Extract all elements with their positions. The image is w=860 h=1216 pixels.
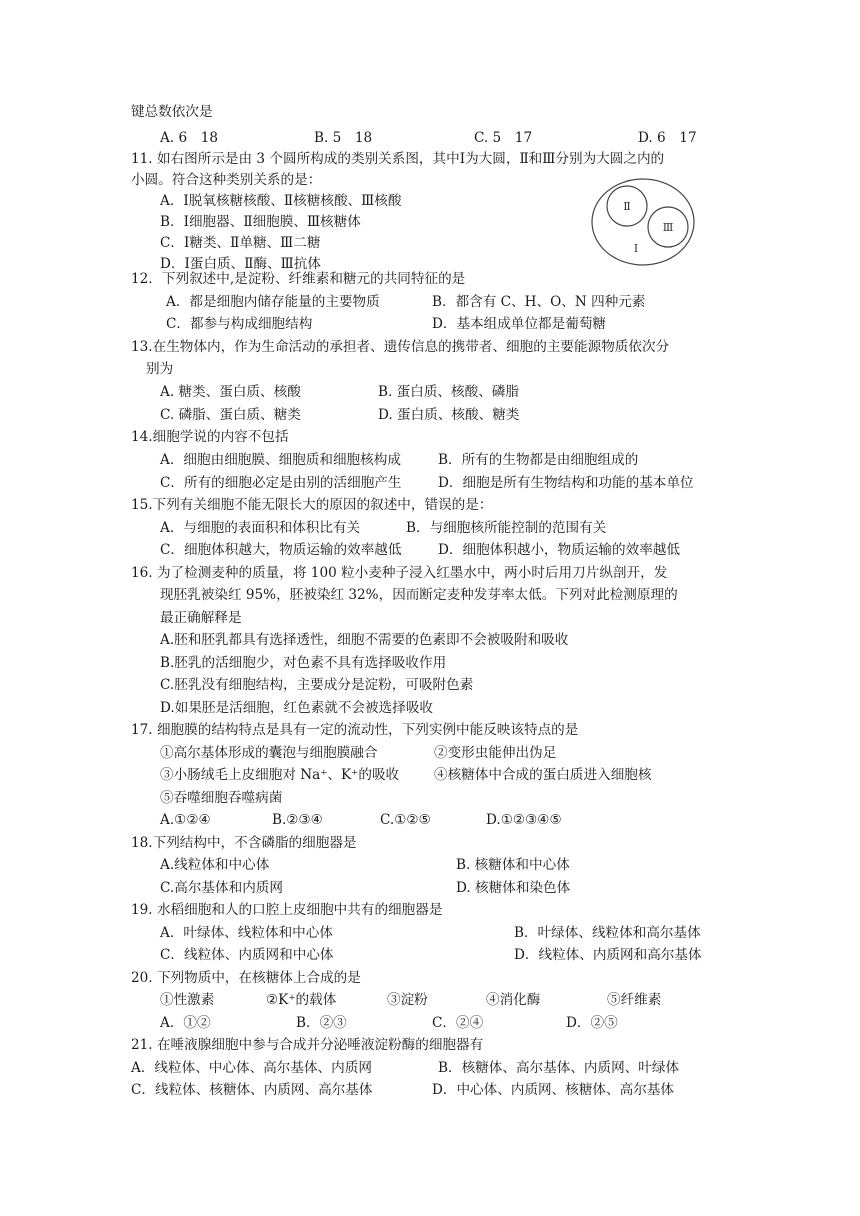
q21-option-a: A．线粒体、中心体、高尔基体、内质网 (131, 1060, 372, 1076)
label-iii: Ⅲ (662, 221, 674, 234)
q10-option-b: B. 5 18 (314, 130, 373, 146)
q18-option-b: B. 核糖体和中心体 (456, 857, 570, 873)
q11-option-b: B．Ⅰ细胞器、Ⅱ细胞膜、Ⅲ核糖体 (160, 214, 361, 230)
q15-stem: 15.下列有关细胞不能无限长大的原因的叙述中，错误的是： (131, 497, 493, 513)
q12-option-d: D．基本组成单位都是葡萄糖 (432, 316, 607, 332)
q19-stem: 19. 水稻细胞和人的口腔上皮细胞中共有的细胞器是 (131, 902, 443, 918)
q10-option-a: A. 6 18 (160, 130, 218, 146)
q16-option-c: C.胚乳没有细胞结构，主要成分是淀粉，可吸附色素 (160, 677, 474, 693)
q17-item-3: ③小肠绒毛上皮细胞对 Na⁺、K⁺的吸收 (160, 767, 400, 783)
q13-option-a: A. 糖类、蛋白质、核酸 (160, 384, 301, 400)
q17-option-a: A.①②④ (160, 812, 211, 828)
q13-stem-continued: 别为 (146, 361, 174, 377)
q14-option-d: D．细胞是所有生物结构和功能的基本单位 (438, 475, 694, 491)
q11-option-c: C．Ⅰ糖类、Ⅱ单糖、Ⅲ二糖 (160, 235, 321, 251)
label-i: Ⅰ (633, 242, 639, 255)
q17-option-d: D.①②③④⑤ (486, 812, 562, 828)
q10-stem-continued: 键总数依次是 (131, 104, 213, 120)
q19-option-b: B．叶绿体、线粒体和高尔基体 (514, 925, 701, 941)
q20-item-5: ⑤纤维素 (607, 992, 662, 1008)
q16-stem: 16. 为了检测麦种的质量，将 100 粒小麦种子浸入红墨水中，两小时后用刀片纵剖开，发 (131, 565, 668, 581)
q14-option-a: A．细胞由细胞膜、细胞质和细胞核构成 (160, 452, 401, 468)
q20-option-b: B．②③ (296, 1015, 347, 1031)
q14-stem: 14.细胞学说的内容不包括 (131, 429, 289, 445)
q20-option-c: C．②④ (432, 1015, 484, 1031)
q17-item-4: ④核糖体中合成的蛋白质进入细胞核 (434, 767, 652, 783)
q15-option-d: D．细胞体积越小，物质运输的效率越低 (438, 542, 680, 558)
q21-stem: 21. 在唾液腺细胞中参与合成并分泌唾液淀粉酶的细胞器有 (131, 1037, 484, 1053)
q17-option-c: C.①②⑤ (380, 812, 431, 828)
venn-diagram (590, 177, 696, 267)
q13-stem: 13.在生物体内，作为生命活动的承担者、遗传信息的携带者、细胞的主要能源物质依次分 (131, 339, 670, 355)
q20-item-3: ③淀粉 (387, 992, 428, 1008)
q20-stem: 20. 下列物质中，在核糖体上合成的是 (131, 970, 361, 986)
q10-option-d: D. 6 17 (638, 130, 697, 146)
q20-item-2: ②K⁺的载体 (266, 992, 337, 1008)
q11-option-d: D．Ⅰ蛋白质、Ⅱ酶、Ⅲ抗体 (160, 256, 321, 272)
q16-stem-line3: 最正确解释是 (160, 610, 242, 626)
q19-option-a: A．叶绿体、线粒体和中心体 (160, 925, 333, 941)
q11-stem: 11. 如右图所示是由 3 个圆所构成的类别关系图，其中Ⅰ为大圆，Ⅱ和Ⅲ分别为大圆之内的 (131, 151, 665, 167)
q15-option-c: C．细胞体积越大，物质运输的效率越低 (160, 542, 402, 558)
q17-item-5: ⑤吞噬细胞吞噬病菌 (160, 790, 283, 806)
q14-option-c: C．所有的细胞必定是由别的活细胞产生 (160, 475, 402, 491)
q12-option-b: B．都含有 C、H、O、N 四种元素 (432, 294, 646, 310)
q18-stem: 18.下列结构中，不含磷脂的细胞器是 (131, 835, 357, 851)
q11-option-a: A．Ⅰ脱氧核糖核酸、Ⅱ核糖核酸、Ⅲ核酸 (160, 193, 402, 209)
q13-option-d: D. 蛋白质、核酸、糖类 (378, 407, 520, 423)
q19-option-d: D．线粒体、内质网和高尔基体 (514, 947, 702, 963)
q21-option-d: D．中心体、内质网、核糖体、高尔基体 (432, 1082, 674, 1098)
q16-option-a: A.胚和胚乳都具有选择透性，细胞不需要的色素即不会被吸附和吸收 (160, 632, 569, 648)
label-ii: Ⅱ (623, 200, 631, 213)
q21-option-c: C．线粒体、核糖体、内质网、高尔基体 (131, 1082, 373, 1098)
q19-option-c: C．线粒体、内质网和中心体 (160, 947, 334, 963)
q18-option-d: D. 核糖体和染色体 (456, 880, 571, 896)
q15-option-b: B．与细胞核所能控制的范围有关 (406, 520, 607, 536)
q15-option-a: A．与细胞的表面积和体积比有关 (160, 520, 361, 536)
q10-option-c: C. 5 17 (474, 130, 533, 146)
q14-option-b: B．所有的生物都是由细胞组成的 (438, 452, 639, 468)
q16-option-d: D.如果胚是活细胞，红色素就不会被选择吸收 (160, 700, 434, 716)
q17-stem: 17. 细胞膜的结构特点是具有一定的流动性，下列实例中能反映该特点的是 (131, 722, 579, 738)
q20-item-4: ④消化酶 (486, 992, 541, 1008)
q13-option-c: C. 磷脂、蛋白质、糖类 (160, 407, 301, 423)
q13-option-b: B. 蛋白质、核酸、磷脂 (378, 384, 519, 400)
q12-option-a: A．都是细胞内储存能量的主要物质 (166, 294, 380, 310)
q16-stem-line2: 现胚乳被染红 95%，胚被染红 32%，因而断定麦种发芽率太低。下列对此检测原理的 (160, 587, 678, 603)
q12-option-c: C．都参与构成细胞结构 (166, 316, 313, 332)
q20-option-d: D．②⑤ (566, 1015, 618, 1031)
q21-option-b: B．核糖体、高尔基体、内质网、叶绿体 (438, 1060, 680, 1076)
big-circle (592, 179, 694, 265)
q17-option-b: B.②③④ (272, 812, 323, 828)
q16-option-b: B.胚乳的活细胞少，对色素不具有选择吸收作用 (160, 655, 447, 671)
q20-option-a: A．①② (160, 1015, 211, 1031)
q18-option-c: C.高尔基体和内质网 (160, 880, 283, 896)
q20-item-1: ①性激素 (160, 992, 215, 1008)
q17-item-2: ②变形虫能伸出伪足 (434, 745, 557, 761)
q11-stem-continued: 小圆。符合这种类别关系的是： (131, 172, 322, 188)
q18-option-a: A.线粒体和中心体 (160, 857, 270, 873)
q12-stem: 12．下列叙述中,是淀粉、纤维素和糖元的共同特征的是 (131, 271, 466, 287)
q17-item-1: ①高尔基体形成的囊泡与细胞膜融合 (160, 745, 378, 761)
